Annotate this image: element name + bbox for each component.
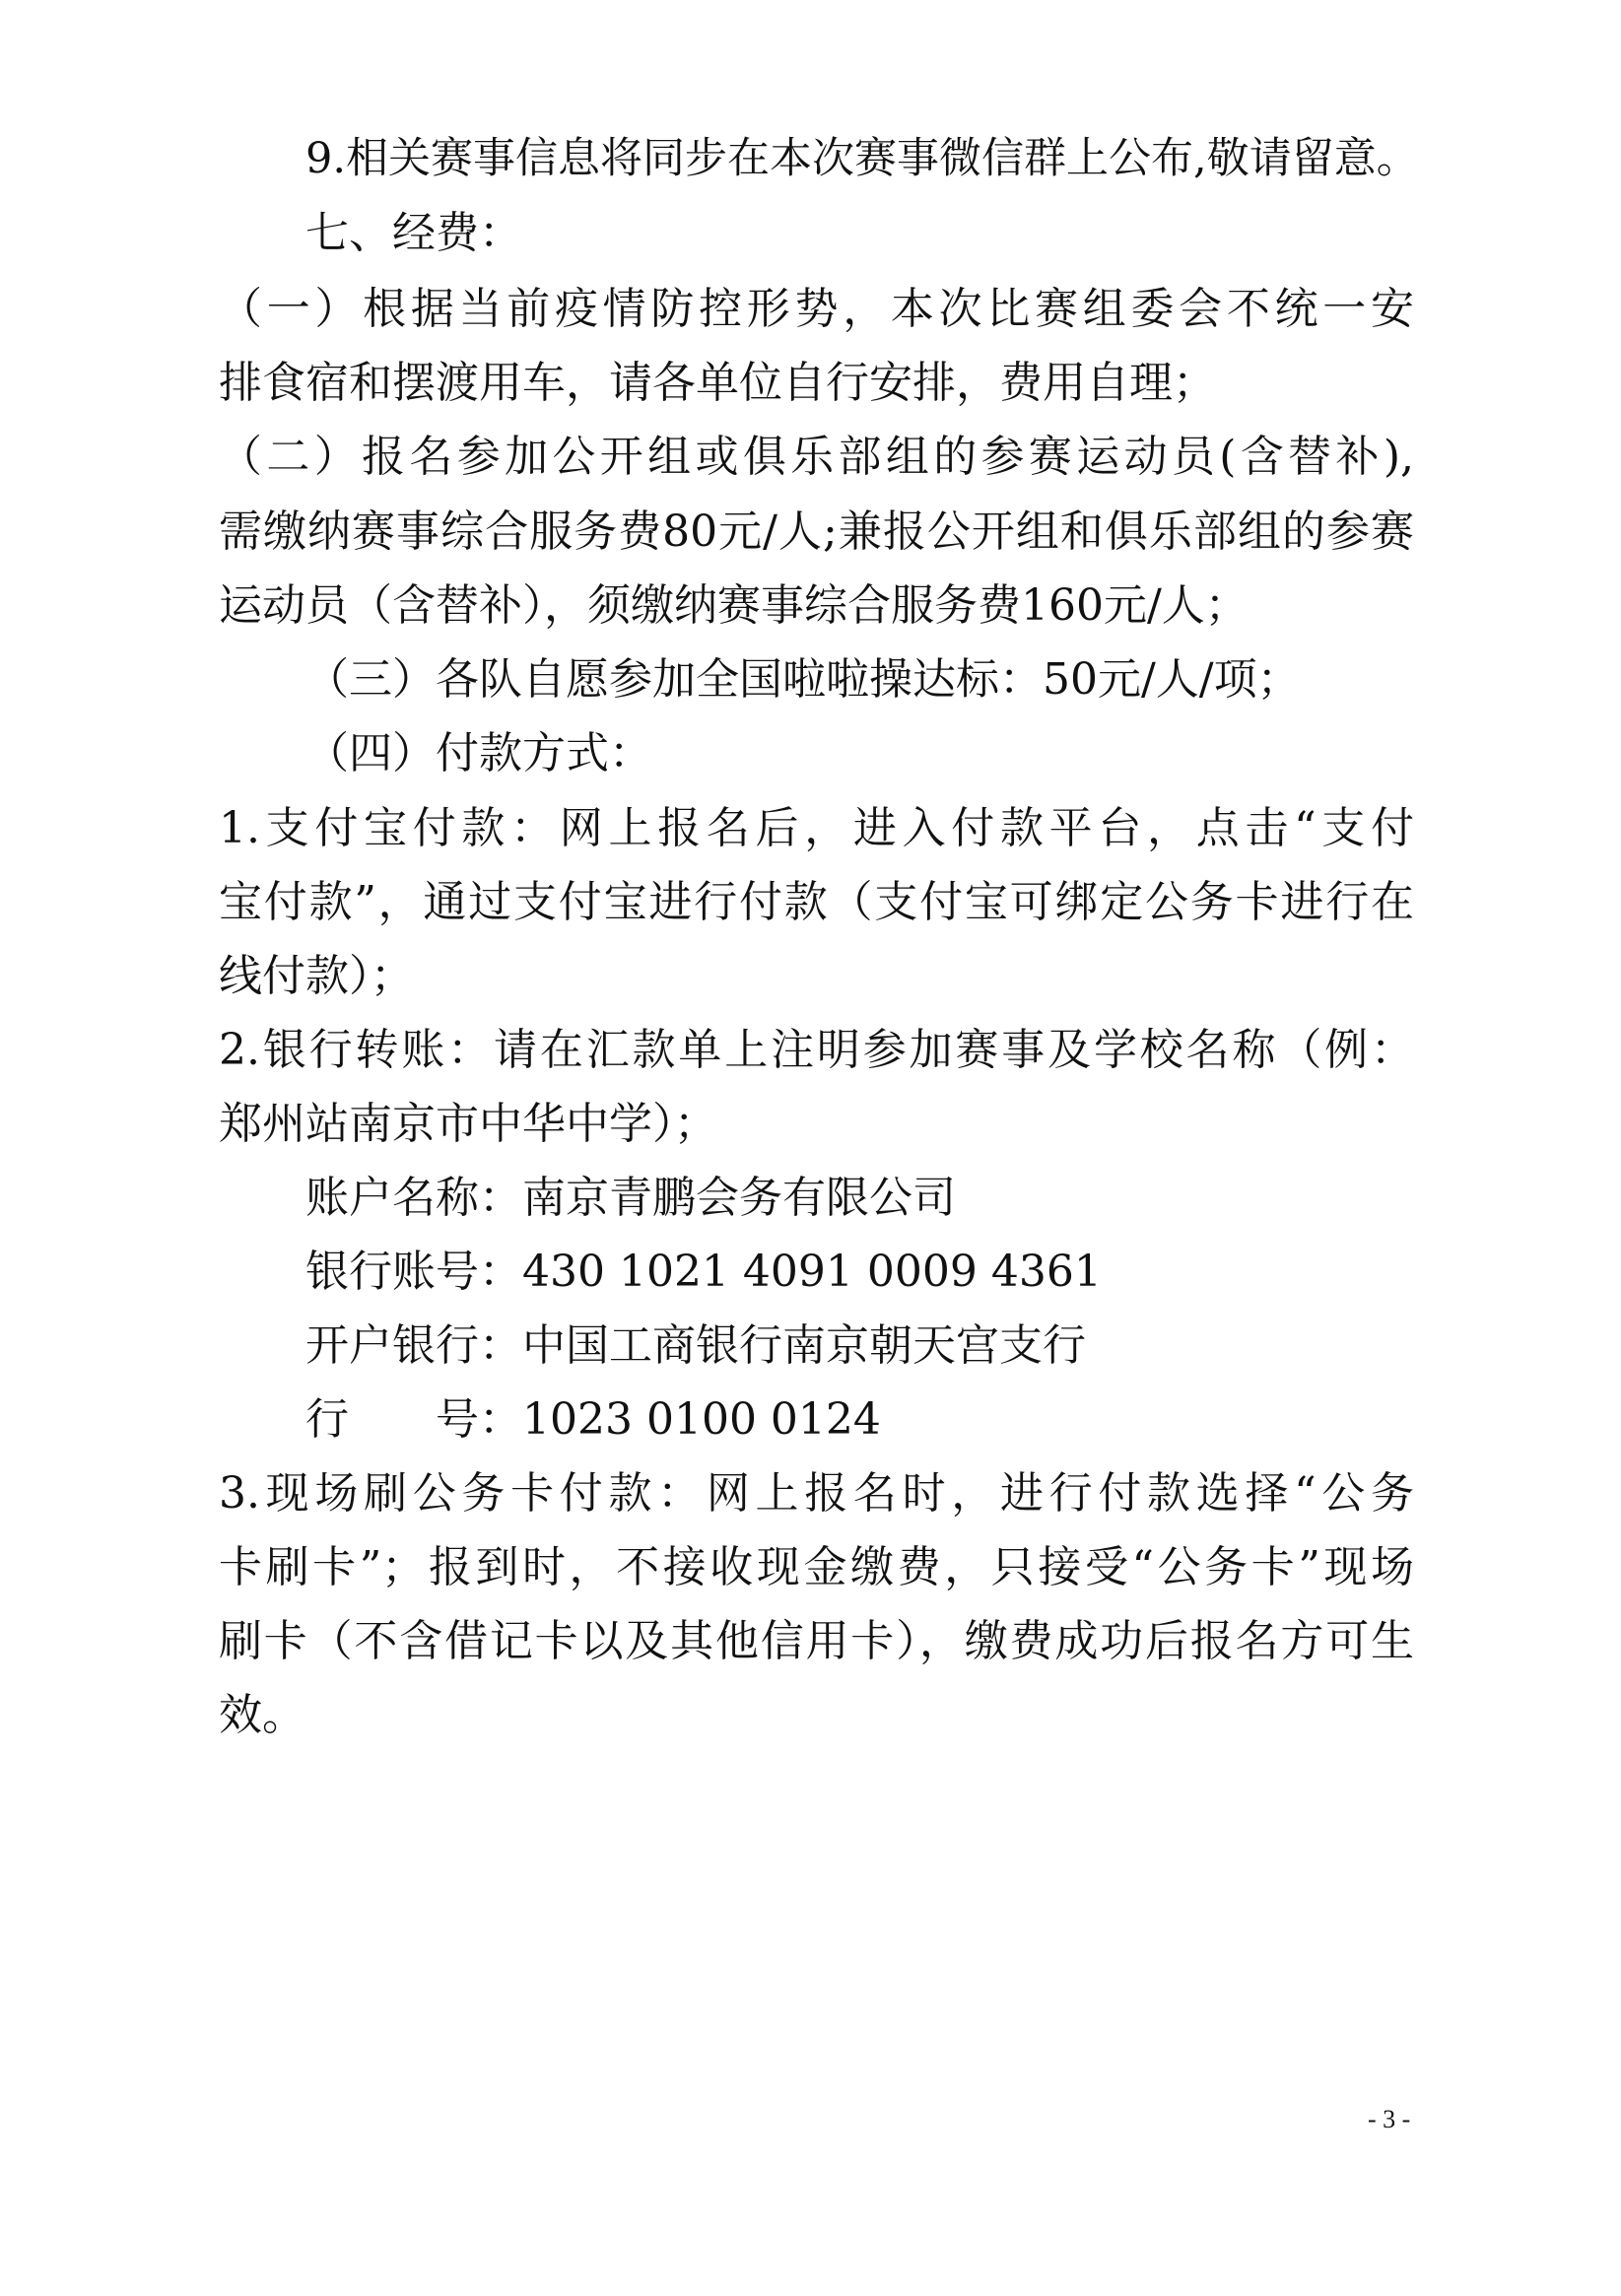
clause-2-line-1: （二）报名参加公开组或俱乐部组的参赛运动员(含替补), xyxy=(219,432,1414,482)
section-7-heading: 七、经费： xyxy=(305,208,522,258)
account-number: 银行账号：430 1021 4091 0009 4361 xyxy=(305,1247,1102,1297)
account-name: 账户名称：南京青鹏会务有限公司 xyxy=(305,1173,956,1223)
payment-1-line-3: 线付款）； xyxy=(219,951,414,1001)
payment-3-line-2: 卡刷卡”；报到时，不接收现金缴费，只接受“公务卡”现场 xyxy=(219,1542,1414,1592)
bank-code: 行 号：1023 0100 0124 xyxy=(305,1394,881,1445)
clause-1-line-2: 排食宿和摆渡用车，请各单位自行安排，费用自理； xyxy=(219,358,1216,408)
clause-2-line-3: 运动员（含替补），须缴纳赛事综合服务费160元/人； xyxy=(219,580,1249,631)
payment-1-line-1: 1.支付宝付款：网上报名后，进入付款平台，点击“支付 xyxy=(219,803,1414,853)
page-number: - 3 - xyxy=(1368,2105,1411,2133)
clause-3-text: （三）各队自愿参加全国啦啦操达标：50元/人/项； xyxy=(305,654,1301,705)
payment-2-line-1: 2.银行转账：请在汇款单上注明参加赛事及学校名称（例： xyxy=(219,1025,1414,1075)
payment-3-line-3: 刷卡（不含借记卡以及其他信用卡），缴费成功后报名方可生 xyxy=(219,1616,1414,1666)
item-9-text: 9.相关赛事信息将同步在本次赛事微信群上公布,敬请留意。 xyxy=(305,134,1419,183)
clause-1-line-1: （一）根据当前疫情防控形势，本次比赛组委会不统一安 xyxy=(219,284,1414,334)
payment-3-line-4: 效。 xyxy=(219,1690,305,1740)
clause-2-line-2: 需缴纳赛事综合服务费80元/人;兼报公开组和俱乐部组的参赛 xyxy=(219,506,1414,557)
payment-3-line-1: 3.现场刷公务卡付款：网上报名时，进行付款选择“公务 xyxy=(219,1468,1414,1519)
payment-1-line-2: 宝付款”，通过支付宝进行付款（支付宝可绑定公务卡进行在 xyxy=(219,877,1414,927)
bank-name: 开户银行：中国工商银行南京朝天宫支行 xyxy=(305,1320,1086,1371)
payment-2-line-2: 郑州站南京市中华中学）； xyxy=(219,1099,717,1149)
clause-4-heading: （四）付款方式： xyxy=(305,728,652,778)
